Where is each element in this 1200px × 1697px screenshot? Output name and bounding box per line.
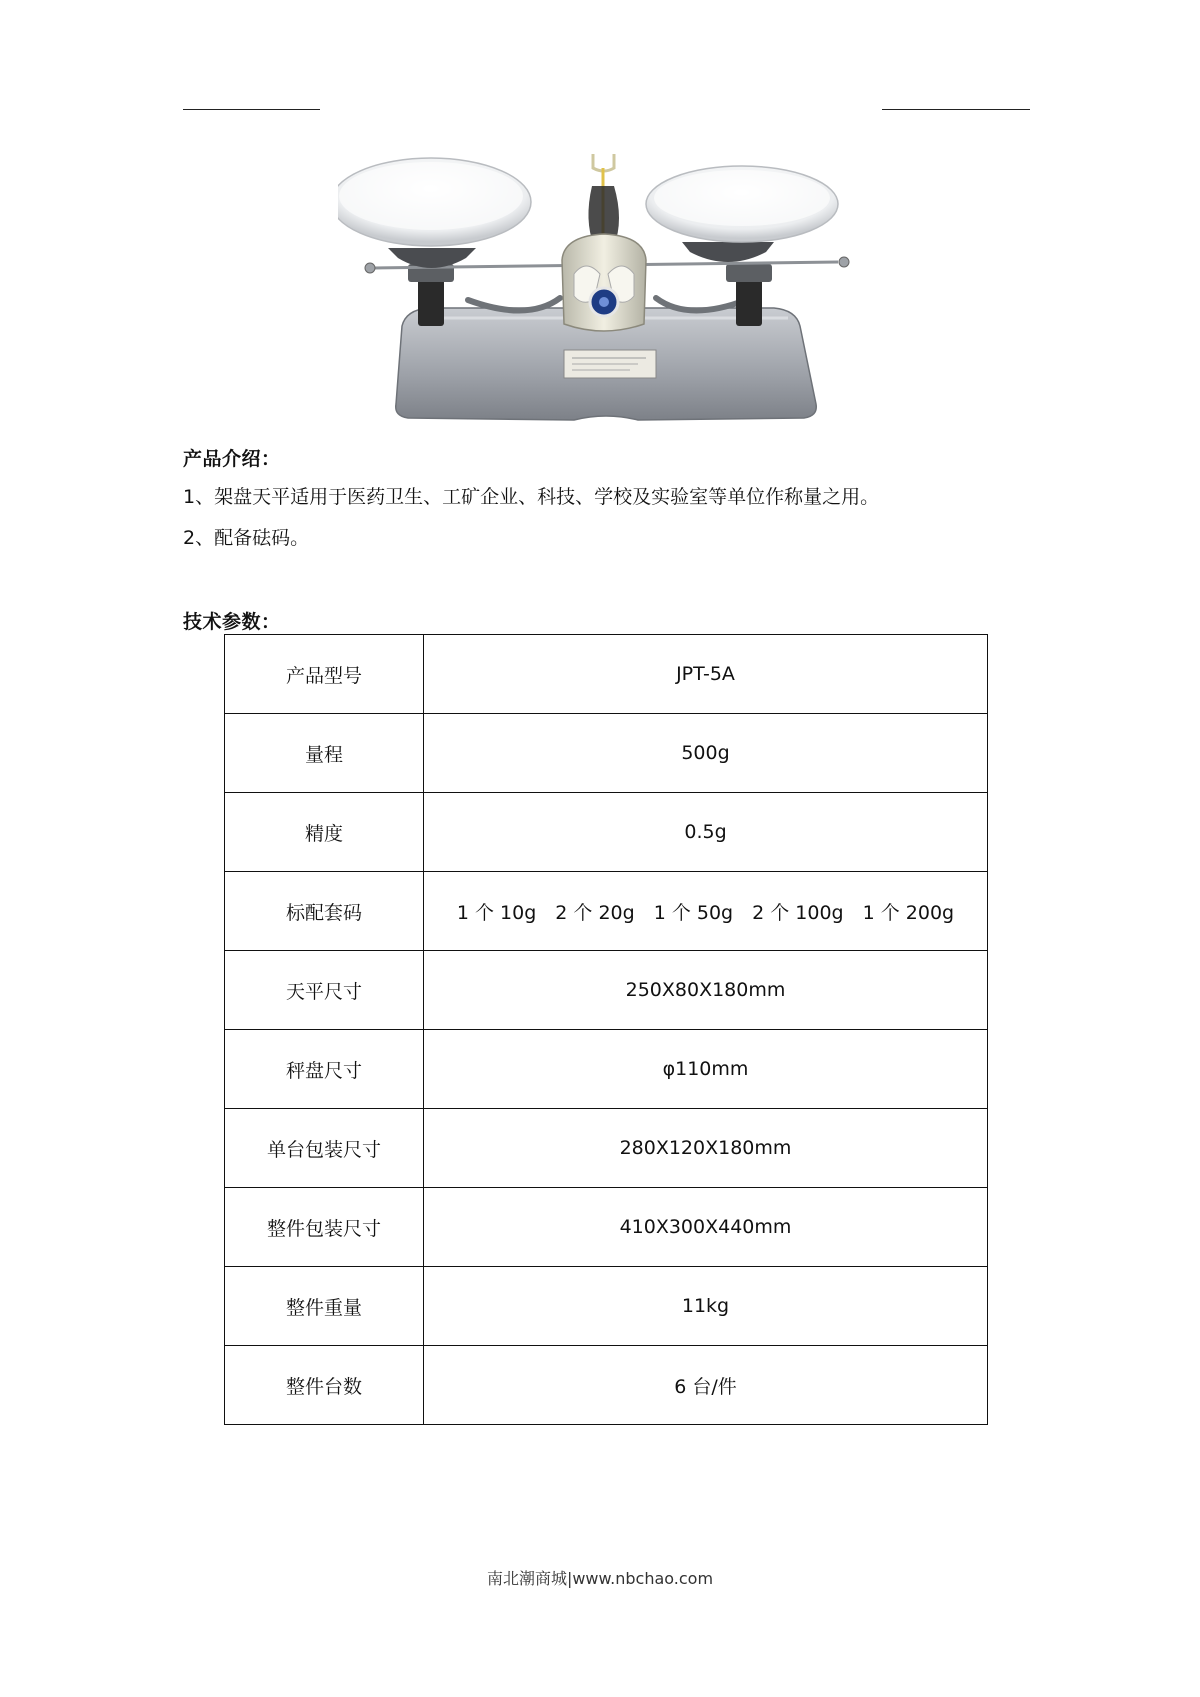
spec-value: 500g [424,714,988,793]
footer-site-link[interactable]: 南北潮商城|www.nbchao.com [486,1569,714,1588]
spec-key: 天平尺寸 [225,951,424,1030]
spec-value: 0.5g [424,793,988,872]
header-rule-right [882,109,1030,110]
spec-row [225,1188,988,1267]
spec-row [225,1109,988,1188]
spec-row [225,635,988,714]
spec-value: JPT-5A [424,635,988,714]
spec-key: 整件重量 [225,1267,424,1346]
spec-value: 250X80X180mm [424,951,988,1030]
spec-heading: 技术参数： [183,611,281,633]
spec-key: 单台包装尺寸 [225,1109,424,1188]
spec-key: 整件包装尺寸 [225,1188,424,1267]
spec-row [225,1030,988,1109]
spec-row [225,1267,988,1346]
spec-value: 11kg [424,1267,988,1346]
product-image-balance-scale [338,150,874,430]
spec-row [225,793,988,872]
spec-value: 280X120X180mm [424,1109,988,1188]
spec-key: 标配套码 [225,872,424,951]
intro-line-1: 1、架盘天平适用于医药卫生、工矿企业、科技、学校及实验室等单位作称量之用。 [183,486,880,508]
spec-row [225,951,988,1030]
spec-key: 量程 [225,714,424,793]
spec-row [225,1346,988,1425]
spec-row [225,872,988,951]
spec-value: 6 台/件 [424,1346,988,1425]
spec-key: 秤盘尺寸 [225,1030,424,1109]
intro-line-2: 2、配备砝码。 [183,527,310,549]
spec-value: 410X300X440mm [424,1188,988,1267]
spec-value: φ110mm [424,1030,988,1109]
spec-key: 精度 [225,793,424,872]
spec-row [225,714,988,793]
spec-key: 整件台数 [225,1346,424,1425]
spec-key: 产品型号 [225,635,424,714]
spec-table [224,634,988,1425]
intro-heading: 产品介绍： [183,448,281,470]
header-rule-left [183,109,320,110]
spec-value: 1 个 10g 2 个 20g 1 个 50g 2 个 100g 1 个 200g [424,872,988,951]
